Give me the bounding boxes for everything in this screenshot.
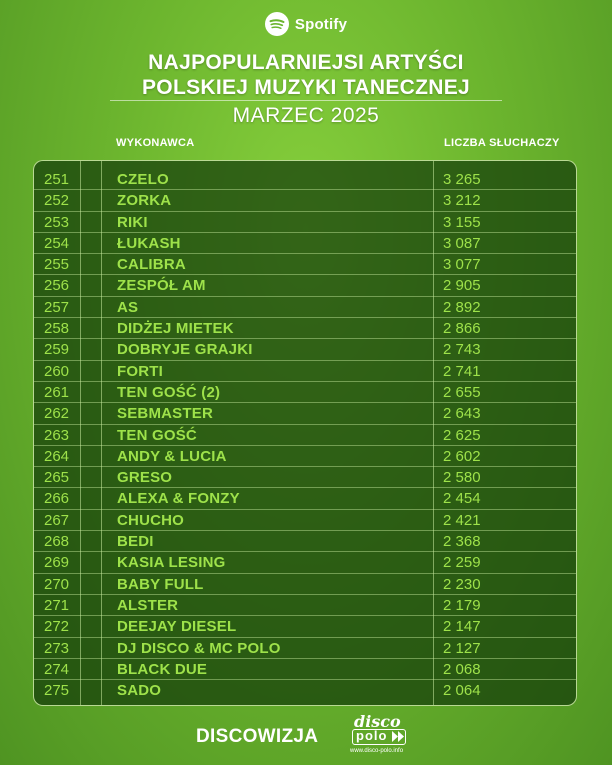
table-row bbox=[34, 361, 576, 382]
column-header-listeners: LICZBA SŁUCHACZY bbox=[444, 137, 560, 149]
rank-cell: 261 bbox=[44, 383, 70, 401]
title-line-1: NAJPOPULARNIEJSI ARTYŚCI bbox=[148, 51, 464, 74]
title-line-2: POLSKIEJ MUZYKI TANECZNEJ bbox=[142, 76, 470, 99]
rank-cell: 265 bbox=[44, 469, 70, 487]
table-row bbox=[34, 616, 576, 637]
table-row bbox=[34, 339, 576, 360]
listener-count: 2 147 bbox=[443, 618, 481, 636]
artist-name: RIKI bbox=[117, 213, 148, 231]
listener-count: 2 068 bbox=[443, 660, 481, 678]
table-row bbox=[34, 467, 576, 488]
table-row bbox=[34, 275, 576, 296]
rank-cell: 271 bbox=[44, 596, 70, 614]
table-row bbox=[34, 254, 576, 275]
table-row bbox=[34, 659, 576, 680]
ranking-table bbox=[33, 160, 577, 706]
discowizja-logo: DISCOWIZJA bbox=[196, 726, 319, 747]
table-row bbox=[34, 638, 576, 659]
rank-cell: 260 bbox=[44, 362, 70, 380]
artist-name: BEDI bbox=[117, 533, 154, 551]
rank-cell: 259 bbox=[44, 341, 70, 359]
artist-name: ZESPÓŁ AM bbox=[117, 277, 206, 295]
table-row bbox=[34, 510, 576, 531]
rank-cell: 273 bbox=[44, 639, 70, 657]
artist-name: AS bbox=[117, 298, 139, 316]
title-divider bbox=[110, 100, 502, 101]
table-row bbox=[34, 552, 576, 573]
table-row bbox=[34, 595, 576, 616]
artist-name: TEN GOŚĆ (2) bbox=[117, 383, 221, 401]
rank-cell: 264 bbox=[44, 447, 70, 465]
brand-name: Spotify bbox=[294, 15, 348, 33]
logo-word-polo: polo bbox=[356, 728, 388, 743]
artist-name: SADO bbox=[117, 682, 162, 700]
rank-cell: 254 bbox=[44, 234, 70, 252]
table-row bbox=[34, 574, 576, 595]
artist-name: ZORKA bbox=[117, 192, 172, 210]
disco-polo-logo bbox=[350, 712, 412, 760]
rank-cell: 268 bbox=[44, 533, 70, 551]
rank-cell: 275 bbox=[44, 682, 70, 700]
artist-name: DOBRYJE GRAJKI bbox=[117, 341, 253, 359]
artist-name: SEBMASTER bbox=[117, 405, 213, 423]
table-row bbox=[34, 190, 576, 211]
table-row bbox=[34, 297, 576, 318]
spotify-brand bbox=[0, 12, 612, 36]
table-row bbox=[34, 233, 576, 254]
artist-name: ŁUKASH bbox=[117, 234, 181, 252]
artist-name: ANDY & LUCIA bbox=[117, 447, 227, 465]
rank-cell: 267 bbox=[44, 511, 70, 529]
listener-count: 2 602 bbox=[443, 447, 481, 465]
listener-count: 2 866 bbox=[443, 320, 481, 338]
listener-count: 3 265 bbox=[443, 171, 481, 188]
listener-count: 2 580 bbox=[443, 469, 481, 487]
listener-count: 2 259 bbox=[443, 554, 481, 572]
rank-cell: 256 bbox=[44, 277, 70, 295]
listener-count: 2 905 bbox=[443, 277, 481, 295]
artist-name: BLACK DUE bbox=[117, 660, 208, 678]
rank-cell: 255 bbox=[44, 256, 70, 274]
artist-name: CHUCHO bbox=[117, 511, 185, 529]
listener-count: 2 127 bbox=[443, 639, 481, 657]
listener-count: 2 892 bbox=[443, 298, 481, 316]
logo-word-disco: disco bbox=[354, 712, 401, 731]
artist-name: ALEXA & FONZY bbox=[117, 490, 240, 508]
page-subtitle: MARZEC 2025 bbox=[232, 104, 380, 127]
listener-count: 3 077 bbox=[443, 256, 481, 274]
artist-name: BABY FULL bbox=[117, 575, 204, 593]
table-body bbox=[34, 169, 576, 701]
rank-cell: 252 bbox=[44, 192, 70, 210]
rank-cell: 253 bbox=[44, 213, 70, 231]
table-row bbox=[34, 318, 576, 339]
table-row bbox=[34, 212, 576, 233]
rank-cell: 272 bbox=[44, 618, 70, 636]
listener-count: 2 064 bbox=[443, 682, 481, 700]
column-header-artist: WYKONAWCA bbox=[116, 137, 195, 149]
logo-url: www.disco-polo.info bbox=[350, 748, 404, 754]
fast-forward-icon bbox=[392, 731, 404, 742]
artist-name: TEN GOŚĆ bbox=[117, 426, 197, 444]
artist-name: DIDŻEJ MIETEK bbox=[117, 320, 234, 338]
listener-count: 2 655 bbox=[443, 383, 481, 401]
listener-count: 2 179 bbox=[443, 596, 481, 614]
rank-cell: 257 bbox=[44, 298, 70, 316]
table-row bbox=[34, 680, 576, 701]
table-row bbox=[34, 169, 576, 190]
listener-count: 3 155 bbox=[443, 213, 481, 231]
listener-count: 2 368 bbox=[443, 533, 481, 551]
artist-name: KASIA LESING bbox=[117, 554, 226, 572]
rank-cell: 266 bbox=[44, 490, 70, 508]
table-row bbox=[34, 425, 576, 446]
listener-count: 2 741 bbox=[443, 362, 481, 380]
rank-cell: 263 bbox=[44, 426, 70, 444]
rank-cell: 258 bbox=[44, 320, 70, 338]
rank-cell: 262 bbox=[44, 405, 70, 423]
artist-name: DJ DISCO & MC POLO bbox=[117, 639, 281, 657]
artist-name: FORTI bbox=[117, 362, 163, 380]
listener-count: 2 230 bbox=[443, 575, 481, 593]
spotify-icon bbox=[265, 12, 289, 36]
listener-count: 2 743 bbox=[443, 341, 481, 359]
artist-name: GRESO bbox=[117, 469, 173, 487]
listener-count: 3 212 bbox=[443, 192, 481, 210]
page-title bbox=[0, 50, 612, 100]
table-row bbox=[34, 403, 576, 424]
listener-count: 2 643 bbox=[443, 405, 481, 423]
table-row bbox=[34, 446, 576, 467]
artist-name: CZELO bbox=[117, 171, 169, 188]
listener-count: 2 454 bbox=[443, 490, 481, 508]
table-row bbox=[34, 382, 576, 403]
artist-name: ALSTER bbox=[117, 596, 179, 614]
listener-count: 2 625 bbox=[443, 426, 481, 444]
rank-cell: 251 bbox=[44, 171, 70, 188]
table-row bbox=[34, 488, 576, 509]
artist-name: DEEJAY DIESEL bbox=[117, 618, 237, 636]
listener-count: 3 087 bbox=[443, 234, 481, 252]
rank-cell: 274 bbox=[44, 660, 70, 678]
table-row bbox=[34, 531, 576, 552]
rank-cell: 269 bbox=[44, 554, 70, 572]
listener-count: 2 421 bbox=[443, 511, 481, 529]
rank-cell: 270 bbox=[44, 575, 70, 593]
artist-name: CALIBRA bbox=[117, 256, 186, 274]
